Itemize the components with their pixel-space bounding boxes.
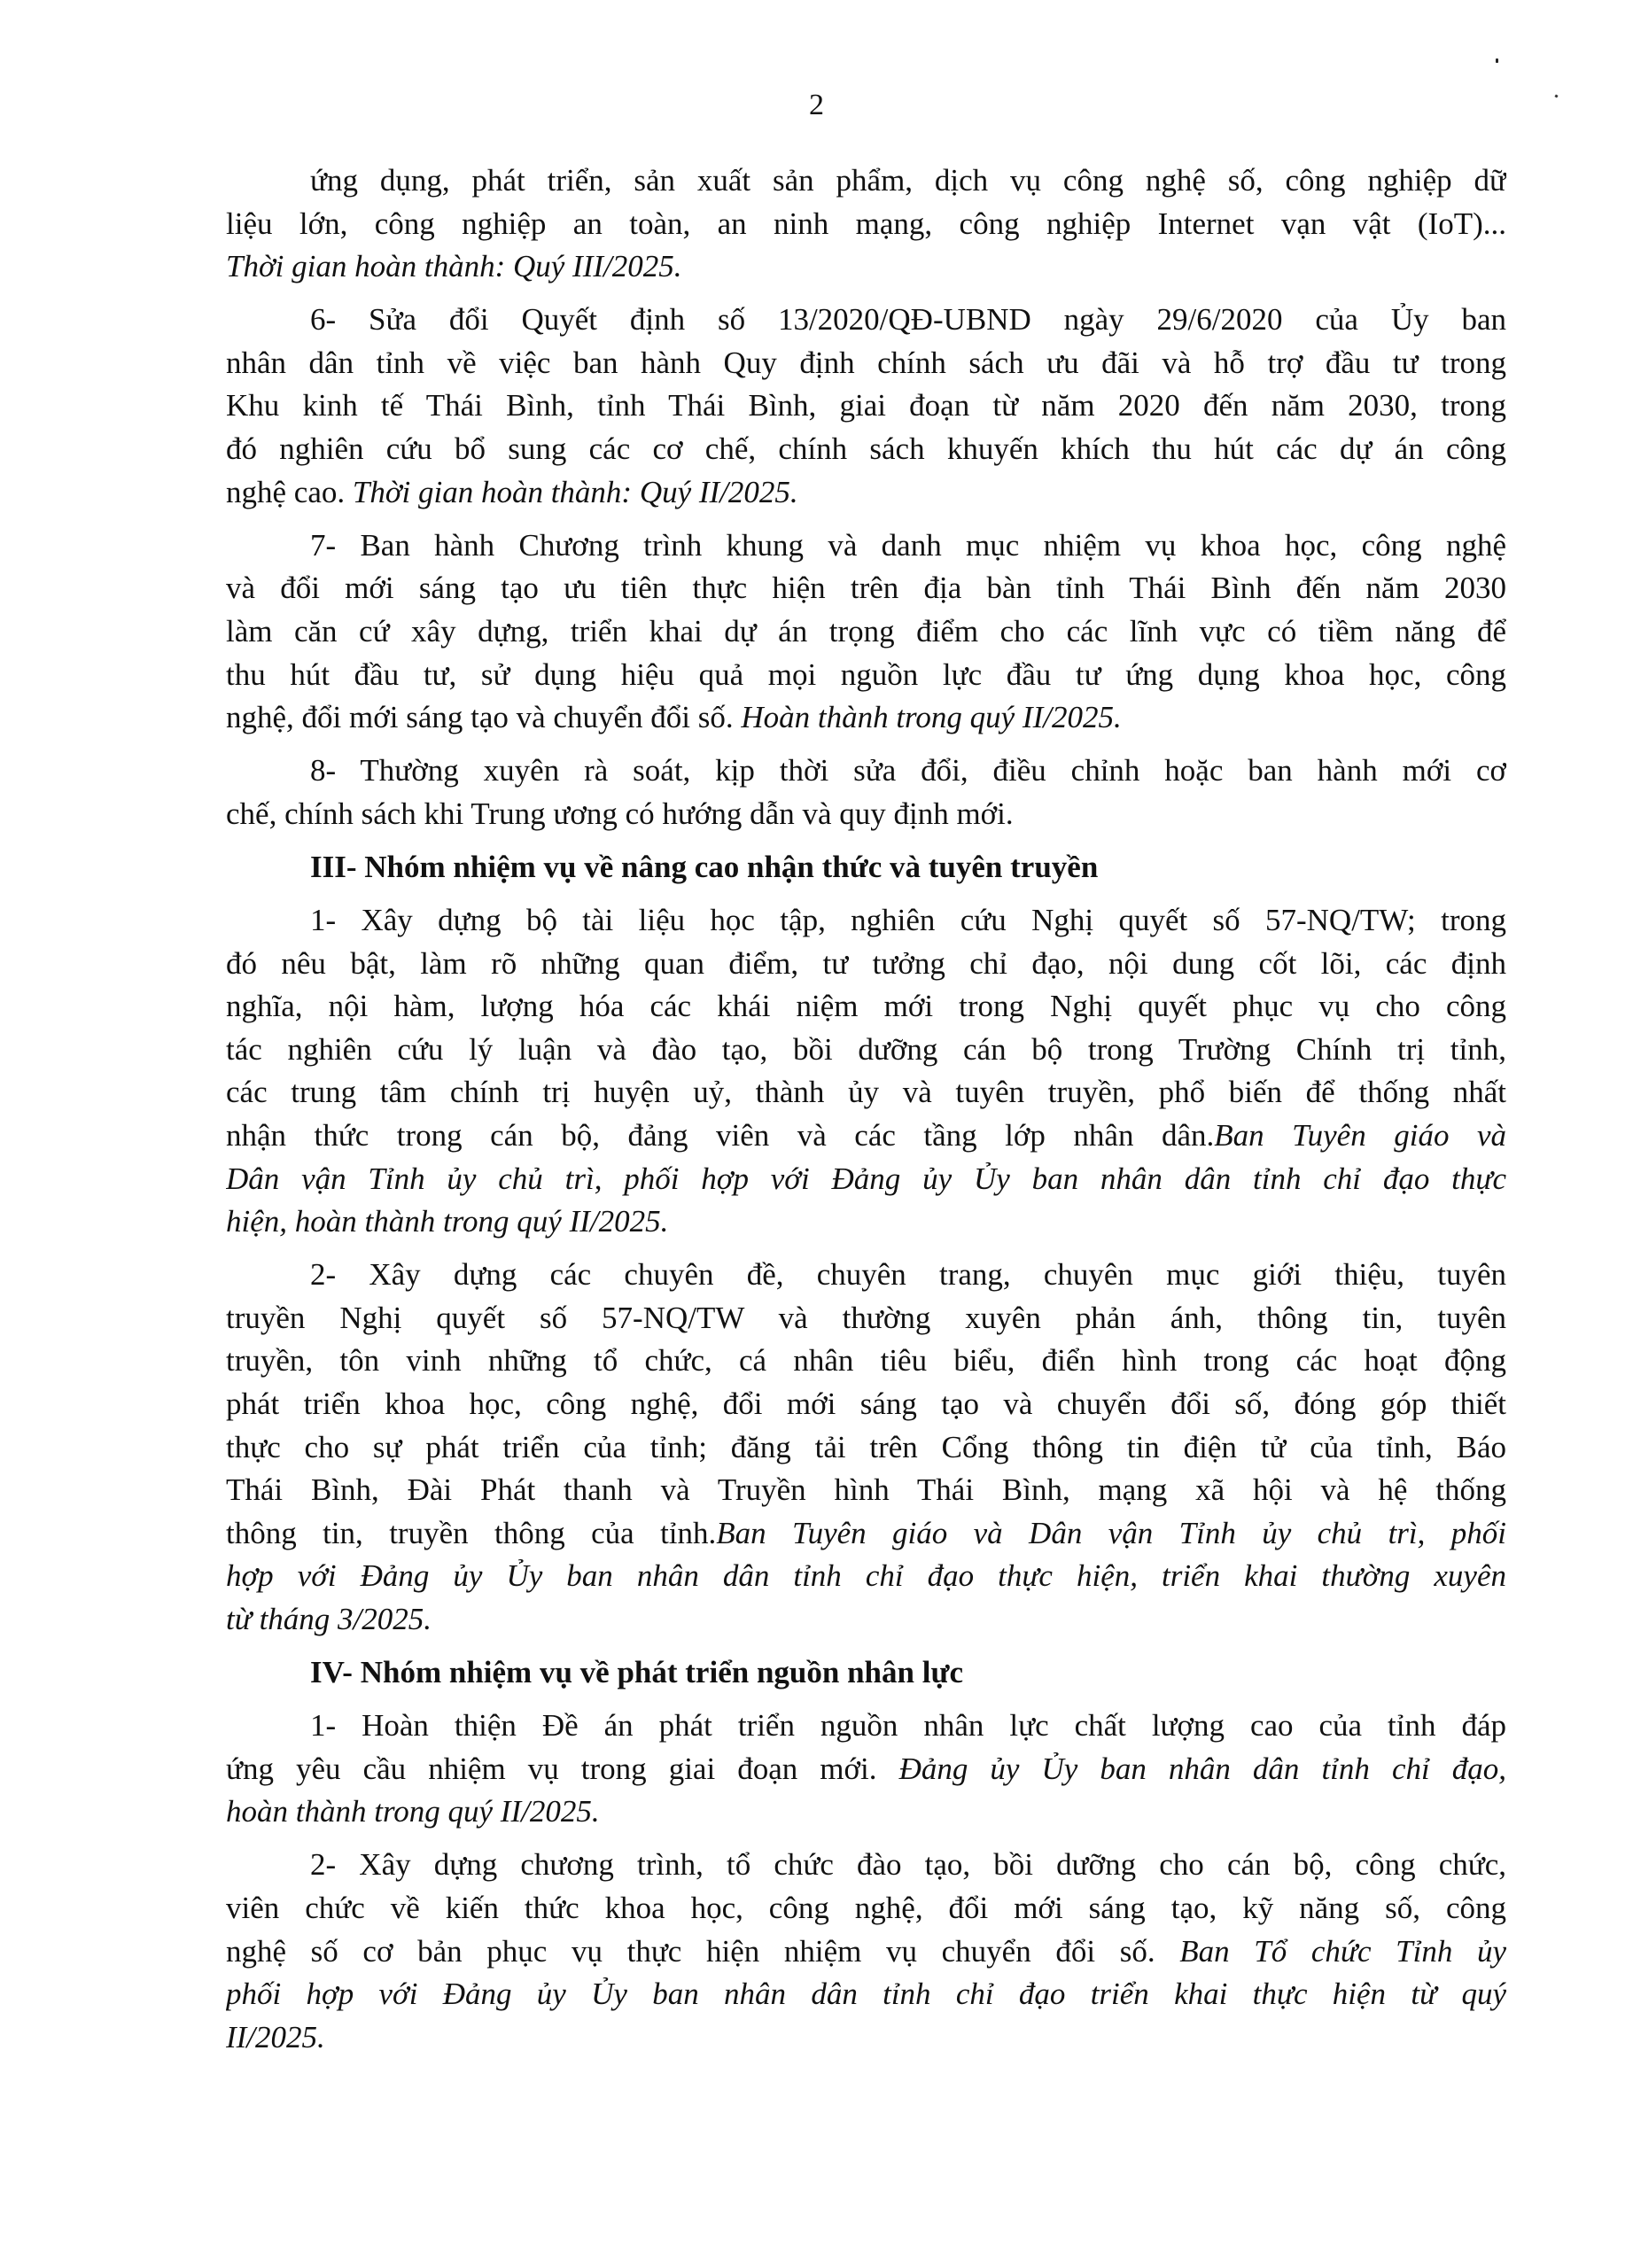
- text-line: [226, 899, 1506, 943]
- text-line: [226, 299, 1506, 342]
- text-line: [226, 1973, 1506, 2016]
- text-line: [226, 245, 1506, 289]
- text-run: viên chức về kiến thức khoa học, công nghệ, đổi mới sáng tạo, kỹ năng số, công: [226, 1891, 1506, 1926]
- text-line-content: [226, 1598, 432, 1642]
- paragraph-gap: [226, 889, 1506, 900]
- text-line-content: [226, 384, 1506, 428]
- text-line: [226, 1512, 1506, 1556]
- text-line-content: [226, 1512, 1506, 1556]
- text-line: [226, 1426, 1506, 1470]
- text-run: 1- Hoàn thiện Đề án phát triển nguồn nhân lực chất lượng cao của tỉnh đáp: [310, 1708, 1506, 1744]
- text-line: [226, 567, 1506, 610]
- paragraph-gap: [226, 1642, 1506, 1652]
- text-line: [226, 750, 1506, 793]
- text-line: [226, 1029, 1506, 1072]
- text-run: Khu kinh tế Thái Bình, tỉnh Thái Bình, giai đoạn từ năm 2020 đến năm 2030, trong: [226, 388, 1506, 423]
- bold-text: III- Nhóm nhiệm vụ về nâng cao nhận thức và tuyên truyền: [310, 849, 1099, 884]
- text-run: nghệ, đổi mới sáng tạo và chuyển đổi số.: [226, 700, 742, 735]
- text-line-content: [226, 985, 1506, 1029]
- text-line-content: [310, 846, 1098, 889]
- text-line-content: [226, 654, 1506, 697]
- text-line: [226, 203, 1506, 246]
- scan-speck: [1496, 58, 1498, 63]
- italic-text: Ban Tuyên giáo và Dân vận Tỉnh ủy chủ trì, phối: [716, 1515, 1506, 1550]
- text-line-content: [310, 299, 1506, 342]
- italic-text: từ tháng 3/2025.: [226, 1602, 432, 1636]
- text-line: [226, 1340, 1506, 1383]
- italic-text: Thời gian hoàn thành: Quý III/2025.: [226, 249, 682, 284]
- text-run: các trung tâm chính trị huyện uỷ, thành ủy và tuyên truyền, phổ biến để thống nhất: [226, 1075, 1506, 1110]
- text-run: tác nghiên cứu lý luận và đào tạo, bồi dưỡng cán bộ trong Trường Chính trị tỉnh,: [226, 1031, 1506, 1067]
- text-run: thực cho sự phát triển của tỉnh; đăng tải trên Cổng thông tin điện tử của tỉnh, Báo: [226, 1429, 1506, 1464]
- text-line-content: [310, 1844, 1506, 1887]
- paragraph: [226, 299, 1506, 514]
- text-line-content: [310, 1705, 1506, 1748]
- document-body: [226, 159, 1506, 2059]
- text-line: [226, 1297, 1506, 1340]
- italic-text: hiện, hoàn thành trong quý II/2025.: [226, 1204, 669, 1239]
- text-line-content: [226, 1790, 600, 1834]
- paragraph-gap: [226, 514, 1506, 524]
- paragraph: [226, 524, 1506, 740]
- text-line-content: [226, 696, 1122, 740]
- section-heading: [226, 1651, 1506, 1695]
- text-line: [226, 1651, 1506, 1695]
- text-line-content: [226, 245, 681, 289]
- text-run: liệu lớn, công nghiệp an toàn, an ninh mạng, công nghiệp Internet vạn vật (IoT)...: [226, 206, 1506, 241]
- text-line-content: [226, 793, 1014, 836]
- text-line: [226, 384, 1506, 428]
- paragraph: [226, 750, 1506, 835]
- text-line: [226, 471, 1506, 515]
- text-line-content: [226, 1071, 1506, 1115]
- text-run: đó nêu bật, làm rõ những quan điểm, tư tưởng chỉ đạo, nội dung cốt lõi, các định: [226, 945, 1506, 981]
- italic-text: Hoàn thành trong quý II/2025.: [741, 700, 1122, 735]
- bold-text: IV- Nhóm nhiệm vụ về phát triển nguồn nhân lực: [310, 1655, 963, 1690]
- text-line-content: [226, 610, 1506, 654]
- text-run: ứng dụng, phát triển, sản xuất sản phẩm, dịch vụ công nghệ số, công nghiệp dữ: [310, 163, 1506, 198]
- text-line: [226, 1469, 1506, 1512]
- text-line: [226, 943, 1506, 986]
- text-line: [226, 1598, 1506, 1642]
- paragraph: [226, 1844, 1506, 2059]
- text-line: [226, 610, 1506, 654]
- text-line-content: [226, 943, 1506, 986]
- text-run: và đổi mới sáng tạo ưu tiên thực hiện trên địa bàn tỉnh Thái Bình đến năm 2030: [226, 571, 1506, 606]
- text-line: [226, 428, 1506, 471]
- text-run: nhận thức trong cán bộ, đảng viên và các tầng lớp nhân dân.: [226, 1117, 1215, 1153]
- paragraph-gap: [226, 289, 1506, 299]
- text-line-content: [226, 1383, 1506, 1426]
- text-line-content: [226, 1930, 1506, 1974]
- paragraph-gap: [226, 740, 1506, 750]
- text-line: [226, 524, 1506, 568]
- paragraph: [226, 1254, 1506, 1641]
- text-line-content: [226, 1115, 1506, 1158]
- text-run: làm căn cứ xây dựng, triển khai dự án trọng điểm cho các lĩnh vực có tiềm năng để: [226, 613, 1506, 649]
- text-line: [226, 1254, 1506, 1297]
- text-line: [226, 2016, 1506, 2060]
- text-run: 8- Thường xuyên rà soát, kịp thời sửa đổi, điều chỉnh hoặc ban hành mới cơ: [310, 753, 1506, 788]
- text-line-content: [226, 2016, 325, 2060]
- paragraph-gap: [226, 835, 1506, 846]
- italic-text: II/2025.: [226, 2019, 325, 2054]
- text-line: [226, 696, 1506, 740]
- text-line-content: [226, 1200, 668, 1244]
- paragraph: [226, 1705, 1506, 1834]
- text-run: phát triển khoa học, công nghệ, đổi mới sáng tạo và chuyển đổi số, đóng góp thiết: [226, 1386, 1506, 1422]
- text-line: [226, 1844, 1506, 1887]
- text-run: chế, chính sách khi Trung ương có hướng dẫn và quy định mới.: [226, 796, 1014, 831]
- page-number: 2: [809, 89, 824, 121]
- paragraph-gap: [226, 1244, 1506, 1254]
- text-line: [226, 1887, 1506, 1930]
- paragraph-gap: [226, 1695, 1506, 1705]
- text-line-content: [310, 899, 1506, 943]
- text-line-content: [226, 1426, 1506, 1470]
- paragraph: [226, 899, 1506, 1244]
- text-line: [226, 1158, 1506, 1201]
- text-line: [226, 654, 1506, 697]
- text-line: [226, 1790, 1506, 1834]
- text-run: nhân dân tỉnh về việc ban hành Quy định chính sách ưu đãi và hỗ trợ đầu tư trong: [226, 345, 1506, 380]
- text-line-content: [310, 1651, 963, 1695]
- text-line: [226, 846, 1506, 889]
- text-line-content: [226, 1973, 1506, 2016]
- text-line-content: [310, 750, 1506, 793]
- text-line-content: [226, 1297, 1506, 1340]
- text-run: đó nghiên cứu bổ sung các cơ chế, chính sách khuyến khích thu hút các dự án công: [226, 431, 1506, 467]
- text-line: [226, 1555, 1506, 1598]
- text-line-content: [226, 1340, 1506, 1383]
- text-run: 2- Xây dựng các chuyên đề, chuyên trang, chuyên mục giới thiệu, tuyên: [310, 1257, 1506, 1293]
- text-line-content: [226, 342, 1506, 385]
- text-line-content: [226, 471, 798, 515]
- text-line-content: [226, 1555, 1506, 1598]
- text-run: truyền Nghị quyết số 57-NQ/TW và thường xuyên phản ánh, thông tin, tuyên: [226, 1300, 1506, 1335]
- text-run: nghệ cao.: [226, 474, 353, 509]
- text-line-content: [310, 524, 1506, 568]
- text-run: ứng yêu cầu nhiệm vụ trong giai đoạn mới.: [226, 1751, 899, 1786]
- text-run: truyền, tôn vinh những tổ chức, cá nhân tiêu biểu, điển hình trong các hoạt động: [226, 1343, 1506, 1379]
- italic-text: Dân vận Tỉnh ủy chủ trì, phối hợp với Đảng ủy Ủy ban nhân dân tỉnh chỉ đạo thực: [226, 1161, 1506, 1196]
- text-line: [226, 1748, 1506, 1791]
- text-line: [226, 1930, 1506, 1974]
- text-line-content: [226, 203, 1506, 246]
- text-line-content: [226, 1158, 1506, 1201]
- text-line-content: [310, 159, 1506, 203]
- italic-text: Ban Tổ chức Tỉnh ủy: [1179, 1933, 1506, 1969]
- italic-text: hoàn thành trong quý II/2025.: [226, 1794, 600, 1829]
- paragraph: [226, 159, 1506, 289]
- italic-text: hợp với Đảng ủy Ủy ban nhân dân tỉnh chỉ đạo thực hiện, triển khai thường xuyên: [226, 1558, 1506, 1594]
- paragraph-gap: [226, 1834, 1506, 1845]
- text-line-content: [310, 1254, 1506, 1297]
- text-run: 1- Xây dựng bộ tài liệu học tập, nghiên cứu Nghị quyết số 57-NQ/TW; trong: [310, 903, 1506, 937]
- italic-text: Thời gian hoàn thành: Quý II/2025.: [352, 474, 798, 509]
- text-line: [226, 793, 1506, 836]
- text-line-content: [226, 1469, 1506, 1512]
- text-run: 7- Ban hành Chương trình khung và danh mục nhiệm vụ khoa học, công nghệ: [310, 527, 1506, 563]
- text-line-content: [226, 567, 1506, 610]
- text-line: [226, 1115, 1506, 1158]
- text-run: thông tin, truyền thông của tỉnh.: [226, 1515, 717, 1550]
- text-line: [226, 1383, 1506, 1426]
- italic-text: phối hợp với Đảng ủy Ủy ban nhân dân tỉnh chỉ đạo triển khai thực hiện từ quý: [226, 1977, 1506, 2012]
- text-run: thu hút đầu tư, sử dụng hiệu quả mọi nguồn lực đầu tư ứng dụng khoa học, công: [226, 656, 1506, 692]
- italic-text: Đảng ủy Ủy ban nhân dân tỉnh chỉ đạo,: [898, 1751, 1506, 1786]
- text-line-content: [226, 1029, 1506, 1072]
- text-line: [226, 342, 1506, 385]
- text-line-content: [226, 428, 1506, 471]
- section-heading: [226, 846, 1506, 889]
- text-line: [226, 1200, 1506, 1244]
- text-run: nghĩa, nội hàm, lượng hóa các khái niệm mới trong Nghị quyết phục vụ cho công: [226, 989, 1506, 1024]
- text-line: [226, 1071, 1506, 1115]
- text-run: Thái Bình, Đài Phát thanh và Truyền hình Thái Bình, mạng xã hội và hệ thống: [226, 1472, 1506, 1508]
- text-line: [226, 1705, 1506, 1748]
- text-line: [226, 985, 1506, 1029]
- text-run: 6- Sửa đổi Quyết định số 13/2020/QĐ-UBND ngày 29/6/2020 của Ủy ban: [310, 302, 1506, 338]
- text-run: nghệ số cơ bản phục vụ thực hiện nhiệm vụ chuyển đổi số.: [226, 1933, 1180, 1969]
- text-line-content: [226, 1887, 1506, 1930]
- text-line: [226, 159, 1506, 203]
- italic-text: Ban Tuyên giáo và: [1214, 1117, 1506, 1153]
- text-run: 2- Xây dựng chương trình, tổ chức đào tạo, bồi dưỡng cho cán bộ, công chức,: [310, 1847, 1506, 1883]
- text-line-content: [226, 1748, 1506, 1791]
